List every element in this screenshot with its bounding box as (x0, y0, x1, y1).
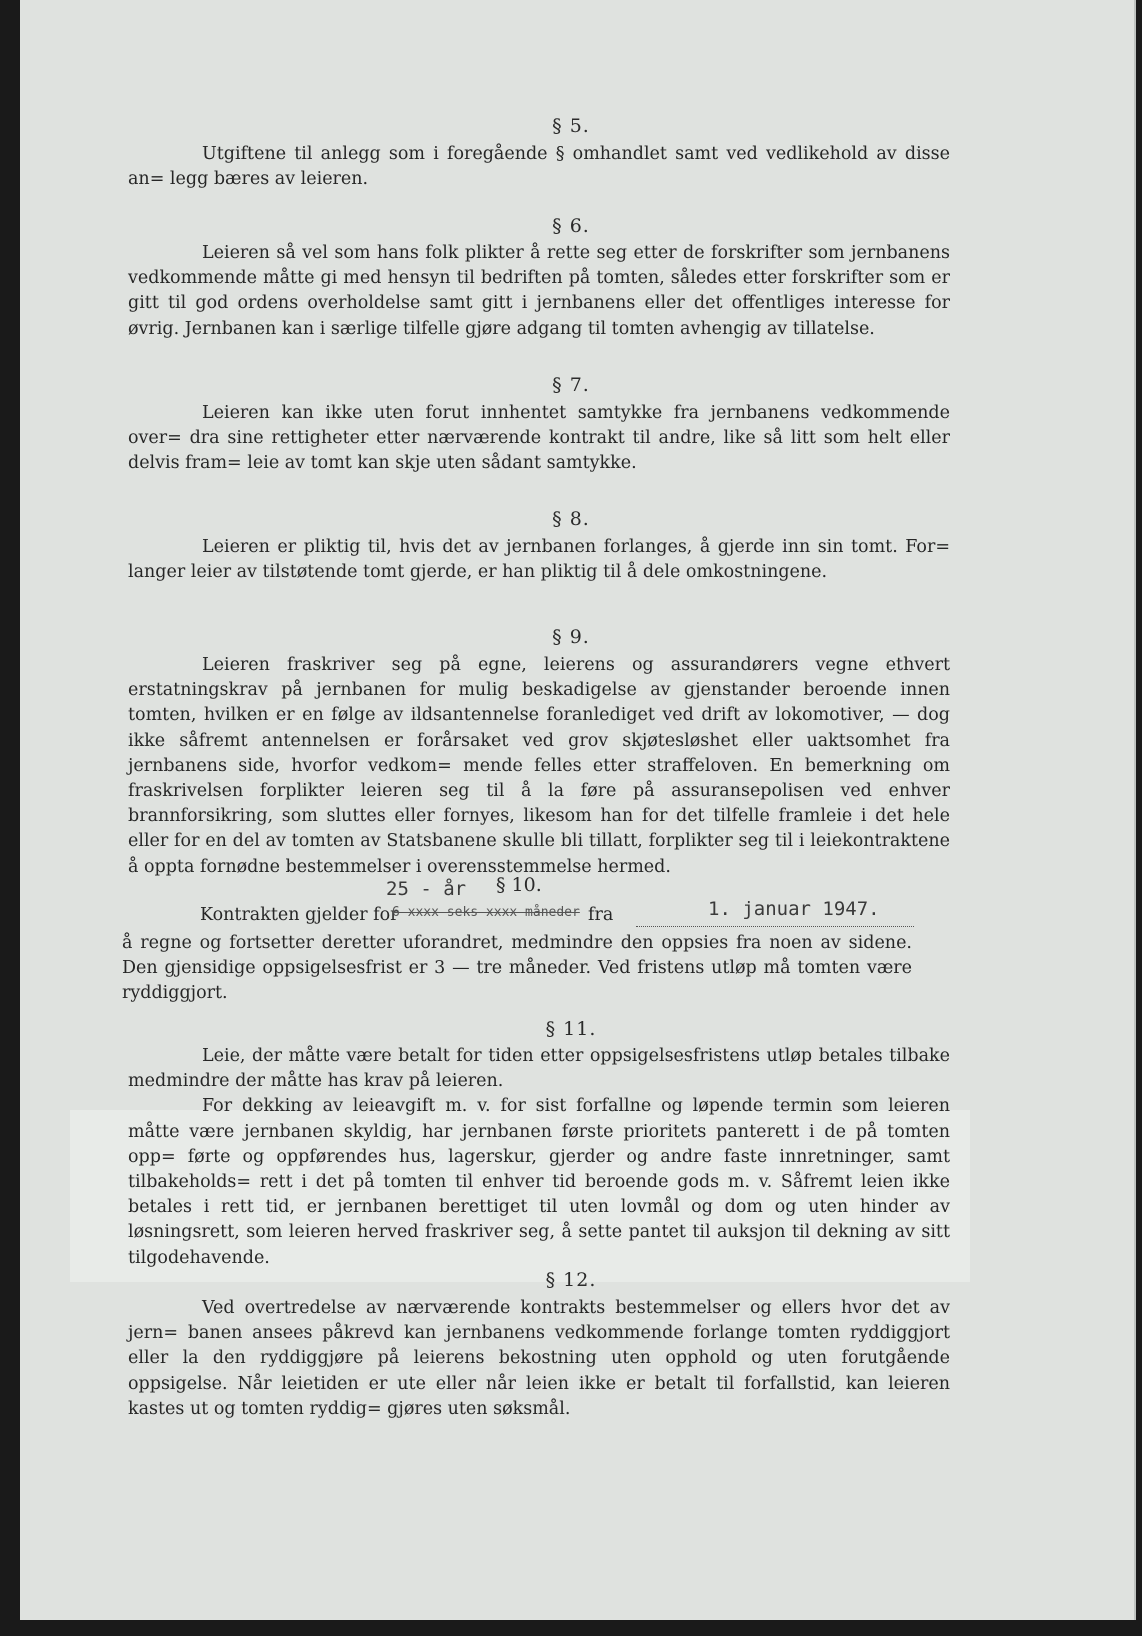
section-12-heading: § 12. (545, 1269, 597, 1291)
section-6-paragraph: Leieren så vel som hans folk plikter å rette seg etter de forskrifter som jernbanens vedkommende måtte gi med hensyn til bedriften på tomten, således etter forskrifter som er gitt til god ordens overholdelse samt gitt i jernbanens eller det offentliges interesse for øvrig. Jernbanen kan i særlige tilfelle gjøre adgang til tomten avhengig av tillatelse. (128, 243, 950, 339)
section-9-heading: § 9. (552, 626, 590, 648)
section-10-prefix: Kontrakten gjelder for (200, 905, 399, 925)
section-12-body (128, 1296, 950, 1422)
section-10-fra: fra (588, 905, 614, 925)
section-6-heading: § 6. (552, 215, 590, 237)
section-8-heading: § 8. (552, 508, 590, 530)
section-10-paragraph: å regne og fortsetter deretter uforandret, medmindre den oppsies fra noen av sidene. Den gjensidige oppsigelsesfrist er 3 — tre måneder. Ved fristens utløp må tomten være ryddiggjort. (122, 933, 912, 1004)
section-5-body (128, 142, 950, 192)
typed-term-years: 25 - år (386, 878, 467, 900)
section-9-body (128, 653, 950, 880)
typed-start-date: 1. januar 1947. (708, 898, 880, 920)
section-11-paragraph-2: For dekking av leieavgift m. v. for sist forfallne og løpende termin som leieren måtte være jernbanen skyldig, har jernbanen første prioritets panterett i de på tomten opp= førte og oppførendes hus, lagerskur, gjerder og andre faste innretninger, samt tilbakeholds= rett i det på tomten til enhver tid beroende gods m. v. Såfremt leien ikke betales i rett tid, er jernbanen berettiget til uten lovmål og dom og uten hinder av løsningsrett, som leieren herved fraskriver seg, å sette pantet til auksjon til dekning av sitt tilgodehavende. (128, 1096, 950, 1268)
section-11-paragraph-1: Leie, der måtte være betalt for tiden etter oppsigelsesfristens utløp betales tilbake medmindre der måtte has krav på leieren. (128, 1046, 950, 1092)
section-11-body (128, 1044, 950, 1271)
section-12-paragraph: Ved overtredelse av nærværende kontrakts bestemmelser og ellers hvor det av jern= banen ansees påkrevd kan jernbanens vedkommende forlange tomten ryddiggjort eller la den ryddiggjøre på leierens bekostning uten opphold og uten forutgående oppsigelse. Når leietiden er ute eller når leien ikke er betalt til forfallstid, kan leieren kastes ut og tomten ryddig= gjøres uten søksmål. (128, 1298, 950, 1419)
section-7-body (128, 401, 950, 477)
section-11-heading: § 11. (545, 1018, 597, 1040)
section-8-body (128, 535, 950, 585)
section-9-paragraph: Leieren fraskriver seg på egne, leierens og assurandørers vegne ethvert erstatningskrav på jernbanen for mulig beskadigelse av gjenstander beroende innen tomten, hvilken er en følge av ildsantennelse foranlediget ved drift av lokomotiver, — dog ikke såfremt antennelsen er forårsaket ved grov skjøtesløshet eller uaktsomhet fra jernbanens side, hvorfor vedkom= mende felles etter straffeloven. En bemerkning om fraskrivelsen forplikter leieren seg til å la føre på assuransepolisen ved enhver brannforsikring, som sluttes eller fornyes, likesom han for det tilfelle framleie i det hele eller for en del av tomten av Statsbanene skulle bli tillatt, forplikter seg til i leiekontraktene å oppta fornødne bestemmelser i overensstemmelse hermed. (128, 655, 950, 877)
section-8-paragraph: Leieren er pliktig til, hvis det av jernbanen forlanges, å gjerde inn sin tomt. For= langer leier av tilstøtende tomt gjerde, er han pliktig til å dele omkostningene. (128, 537, 950, 583)
section-6-body (128, 241, 950, 342)
section-10-body (122, 931, 912, 1007)
section-5-heading: § 5. (552, 115, 590, 137)
section-7-paragraph: Leieren kan ikke uten forut innhentet samtykke fra jernbanens vedkommende over= dra sine rettigheter etter nærværende kontrakt til andre, like så litt som helt eller delvis fram= leie av tomt kan skje uten sådant samtykke. (128, 403, 950, 474)
section-10-heading: § 10. (496, 874, 542, 896)
date-dotted-line (636, 926, 914, 927)
section-7-heading: § 7. (552, 374, 590, 396)
struck-term-text: 6 xxxx seks xxxx måneder (392, 905, 580, 920)
section-5-paragraph: Utgiftene til anlegg som i foregående § omhandlet samt ved vedlikehold av disse an= legg bæres av leieren. (128, 144, 950, 190)
